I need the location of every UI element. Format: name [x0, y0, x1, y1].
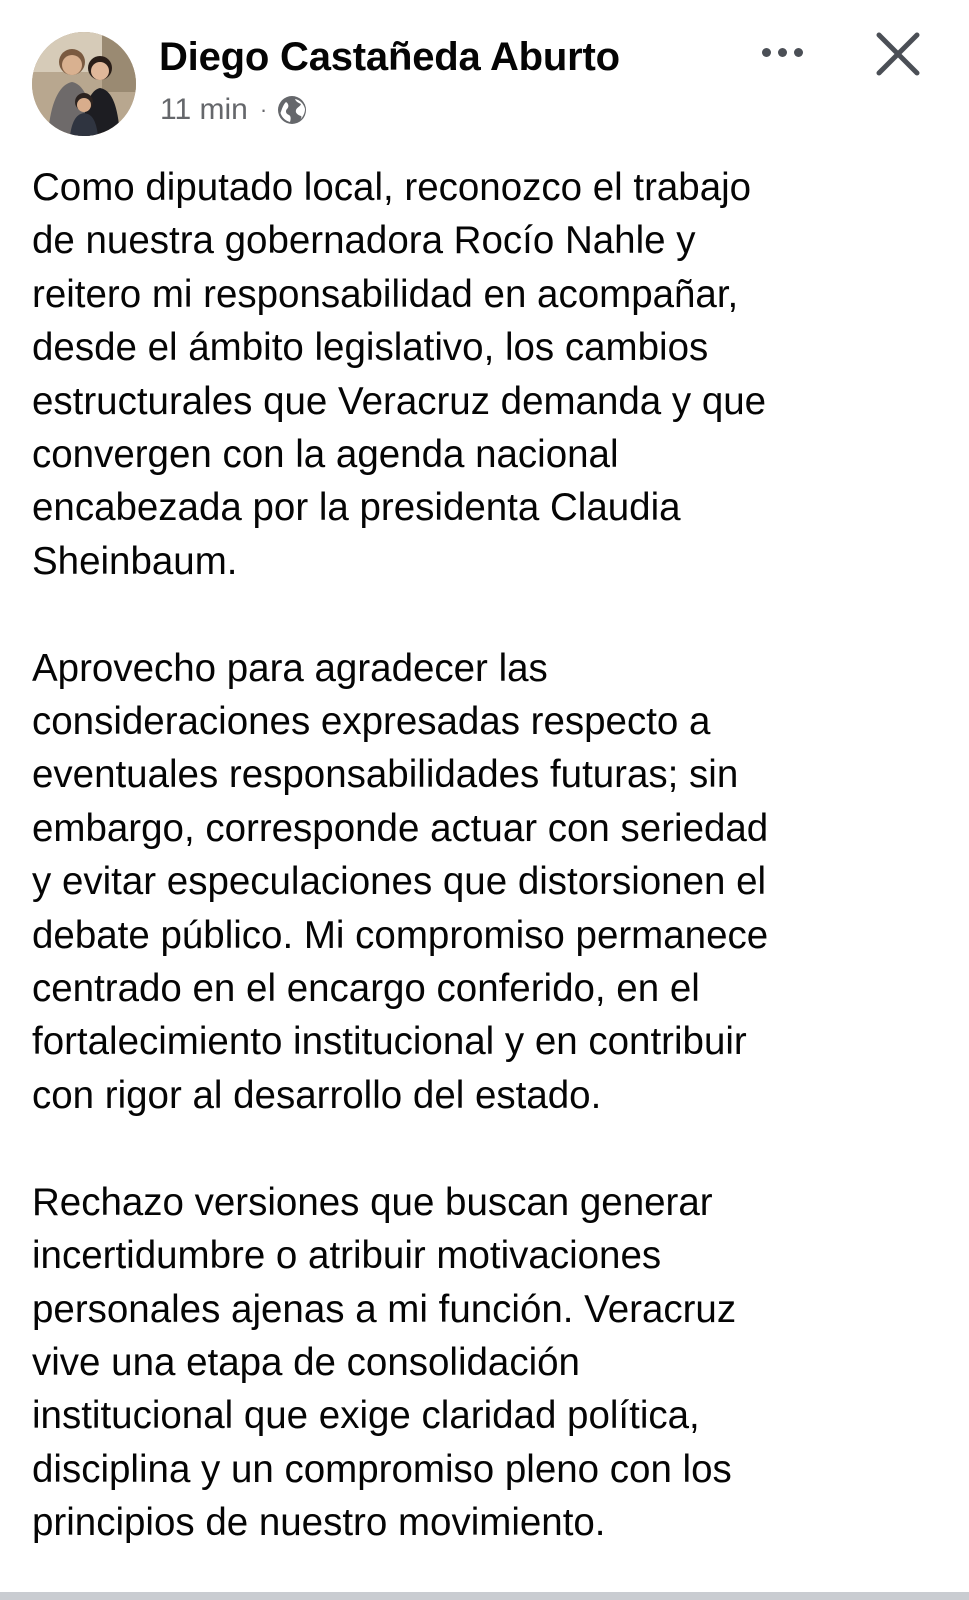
- more-options-icon-dot: [762, 48, 771, 57]
- post-body: [32, 161, 942, 1550]
- post-paragraph-2: Aprovecho para agradecer las consideraciones expresadas respecto a eventuales responsabilidades futuras; sin embargo, corresponde actuar con seriedad y evitar especulaciones que distorsionen el debate público. Mi compromiso permanece centrado en el encargo conferido, en el fortalecimiento institucional y en contribuir con rigor al desarrollo del estado.: [32, 646, 769, 1117]
- post-header: [0, 0, 969, 150]
- post-timestamp[interactable]: 11 min: [160, 93, 248, 126]
- globe-icon: [277, 95, 307, 125]
- close-button[interactable]: [870, 26, 926, 82]
- post-paragraph-3: Rechazo versiones que buscan generar incertidumbre o atribuir motivaciones personales ajenas a mi función. Veracruz vive una etapa de consolidación institucional que exige claridad política, disciplina y un compromiso pleno con los principios de nuestro movimiento.: [32, 1180, 737, 1545]
- close-icon: [870, 26, 926, 82]
- avatar[interactable]: [32, 32, 136, 136]
- more-options-icon-dot: [778, 48, 787, 57]
- more-options-button[interactable]: [752, 34, 812, 70]
- author-name[interactable]: Diego Castañeda Aburto: [159, 35, 620, 79]
- post-paragraph-1: Como diputado local, reconozco el trabajo de nuestra gobernadora Rocío Nahle y reitero mi responsabilidad en acompañar, desde el ámbito legislativo, los cambios estructurales que Veracruz demanda y que convergen con la agenda nacional encabezada por la presidenta Claudia Sheinbaum.: [32, 166, 767, 583]
- post-meta: [160, 92, 307, 128]
- more-options-icon-dot: [794, 48, 803, 57]
- meta-separator: ·: [259, 97, 268, 122]
- avatar-photo: [32, 32, 136, 136]
- bottom-divider: [0, 1592, 969, 1600]
